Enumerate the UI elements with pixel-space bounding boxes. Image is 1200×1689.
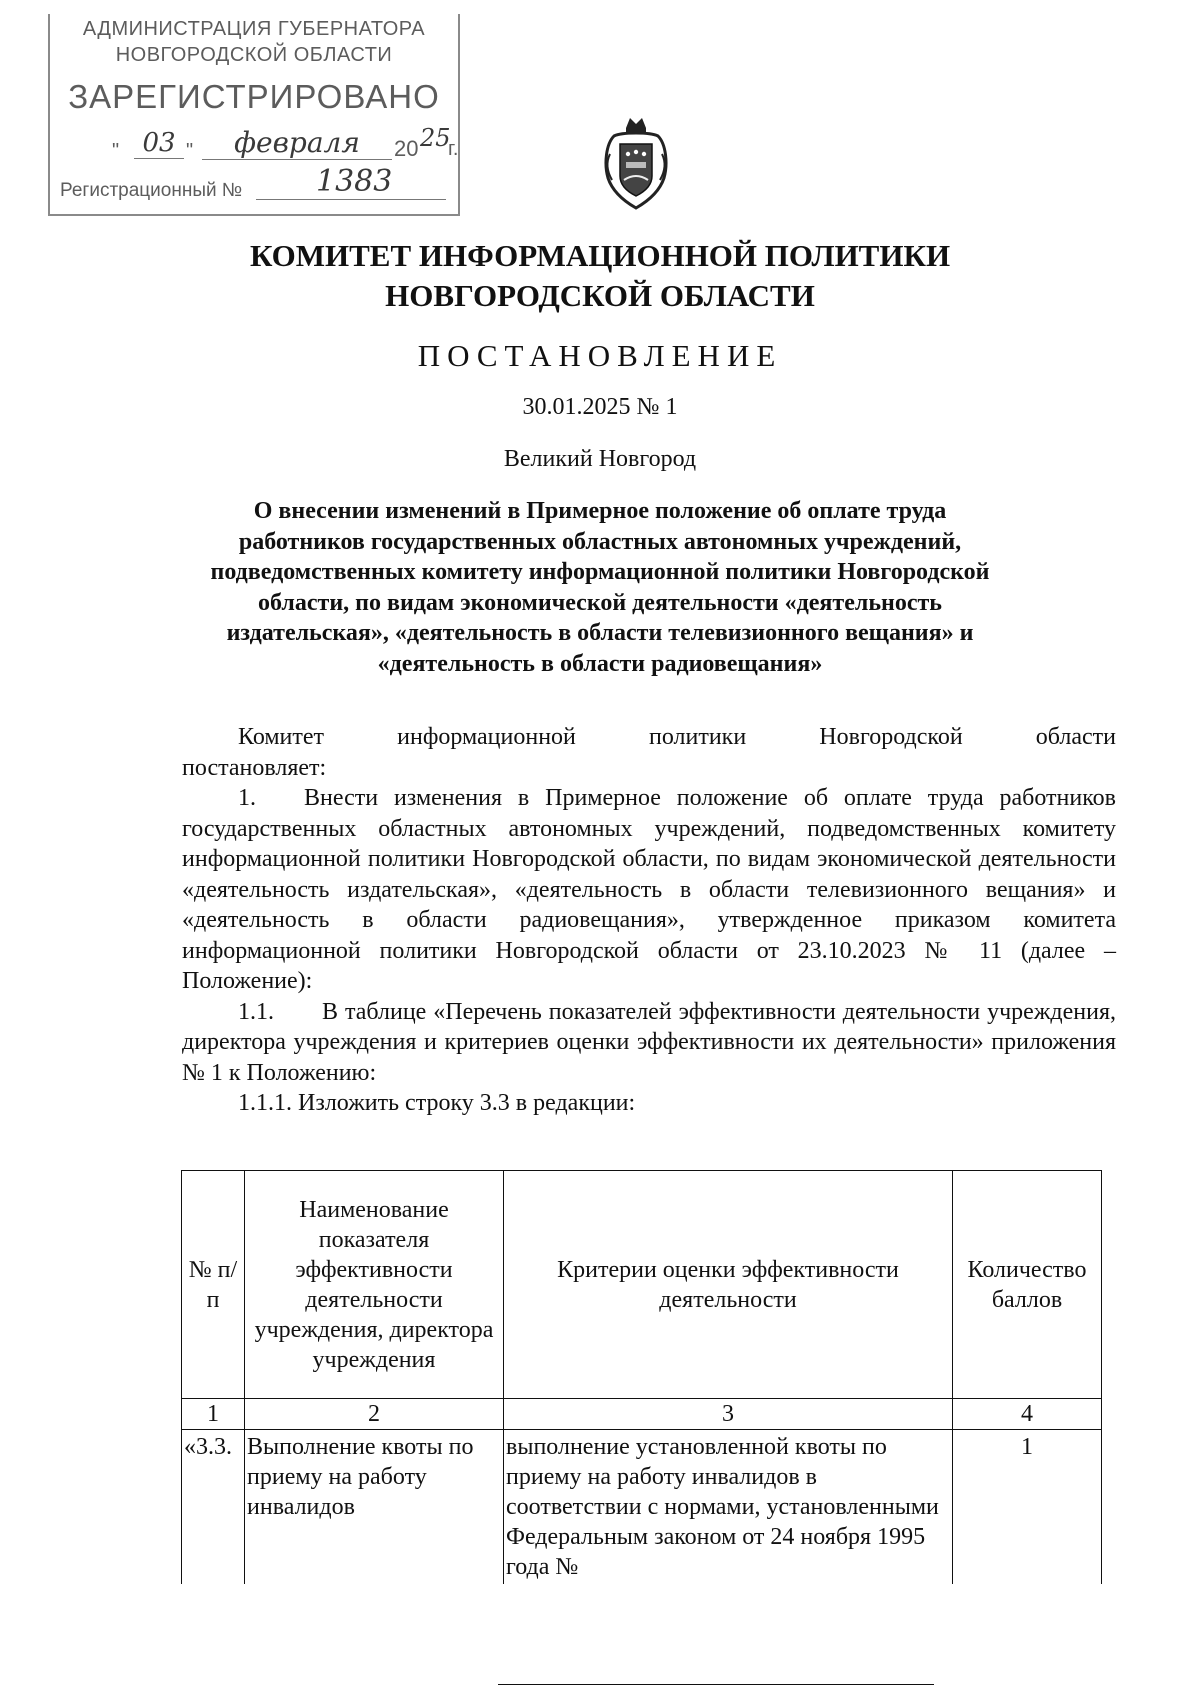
row-indicator-name: Выполнение квоты по приему на работу инвалидов <box>245 1430 504 1585</box>
stamp-year-unit: г. <box>448 138 459 160</box>
intro-line1: Комитет информационной политики Новгородской области <box>238 724 1116 750</box>
stamp-reg-number: 1383 <box>256 164 446 200</box>
header-cell: № п/п <box>182 1171 245 1399</box>
table-row <box>182 1430 1102 1585</box>
table-header-row <box>182 1171 1102 1399</box>
document-subject <box>170 496 1030 679</box>
subject-line: издательская», «деятельность в области телевизионного вещания» и <box>226 620 974 646</box>
row-points: 1 <box>953 1430 1102 1585</box>
header-cell: Критерии оценки эффективности деятельности <box>504 1171 953 1399</box>
subject-line: О внесении изменений в Примерное положение об оплате труда <box>253 498 947 524</box>
intro-line2: постановляет: <box>182 754 327 781</box>
coat-of-arms-icon <box>602 114 670 214</box>
stamp-date <box>72 124 459 164</box>
stamp-registered: ЗАРЕГИСТРИРОВАНО <box>68 78 440 115</box>
stamp-authority-line1: АДМИНИСТРАЦИЯ ГУБЕРНАТОРА <box>82 18 426 40</box>
header-cell: Наименование показателя эффективности деятельности учреждения, директора учреждения <box>245 1171 504 1399</box>
stamp-authority-line2: НОВГОРОДСКОЙ ОБЛАСТИ <box>115 44 393 66</box>
indicator-table <box>181 1170 1102 1584</box>
stamp-reg-label: Регистрационный № <box>60 180 243 201</box>
subject-line: работников государственных областных автономных учреждений, <box>238 528 962 555</box>
paragraph-1: 1. Внести изменения в Примерное положение об оплате труда работников государственных областных автономных учреждений, подведомственных комитету информационной политики Новгородской области, по видам экономической деятельности «деятельность издательская», «деятельность в области телевизионного вещания» и «деятельность в области радиовещания», утвержденное приказом комитета информационной политики Новгородской области от 23.10.2023 № 11 (далее – Положение): <box>182 785 1116 994</box>
column-number: 3 <box>504 1399 953 1430</box>
stamp-quote-open: " <box>112 140 120 162</box>
paragraph-1-1: 1.1. В таблице «Перечень показателей эффективности деятельности учреждения, директора учреждения и критериев оценки эффективности их деятельности» приложения № 1 к Положению: <box>182 998 1116 1086</box>
row-number: «3.3. <box>182 1430 245 1585</box>
stamp-month: февраля <box>202 126 392 160</box>
column-number: 1 <box>182 1399 245 1430</box>
stamp-year-prefix: 20 <box>394 136 419 161</box>
organization-name <box>170 236 1030 316</box>
paragraph-1-1-1: 1.1.1. Изложить строку 3.3 в редакции: <box>238 1090 636 1116</box>
subject-line: области, по видам экономической деятельности «деятельность <box>258 589 942 616</box>
header-cell: Количество баллов <box>953 1171 1102 1399</box>
subject-line: «деятельность в области радиовещания» <box>377 650 823 677</box>
column-number: 4 <box>953 1399 1102 1430</box>
subject-line: подведомственных комитету информационной политики Новгородской <box>210 559 990 585</box>
organization-line1: КОМИТЕТ ИНФОРМАЦИОННОЙ ПОЛИТИКИ <box>249 238 951 273</box>
document-type: ПОСТАНОВЛЕНИЕ <box>417 338 783 373</box>
document-city: Великий Новгород <box>503 446 697 472</box>
registration-stamp <box>48 14 460 216</box>
stamp-quote-close: " <box>186 140 194 162</box>
stamp-day: 03 <box>134 128 184 159</box>
table-criteria-underline <box>498 1684 934 1685</box>
organization-line2: НОВГОРОДСКОЙ ОБЛАСТИ <box>385 278 815 313</box>
column-number: 2 <box>245 1399 504 1430</box>
row-criteria: выполнение установленной квоты по приему на работу инвалидов в соответствии с нормами, установленными Федеральным законом от 24 ноября 1995 года № <box>504 1430 953 1585</box>
document-date-number: 30.01.2025 № 1 <box>522 394 678 420</box>
table-number-row <box>182 1399 1102 1430</box>
document-body <box>182 722 1116 1119</box>
stamp-year-suffix: 25 <box>420 124 451 152</box>
